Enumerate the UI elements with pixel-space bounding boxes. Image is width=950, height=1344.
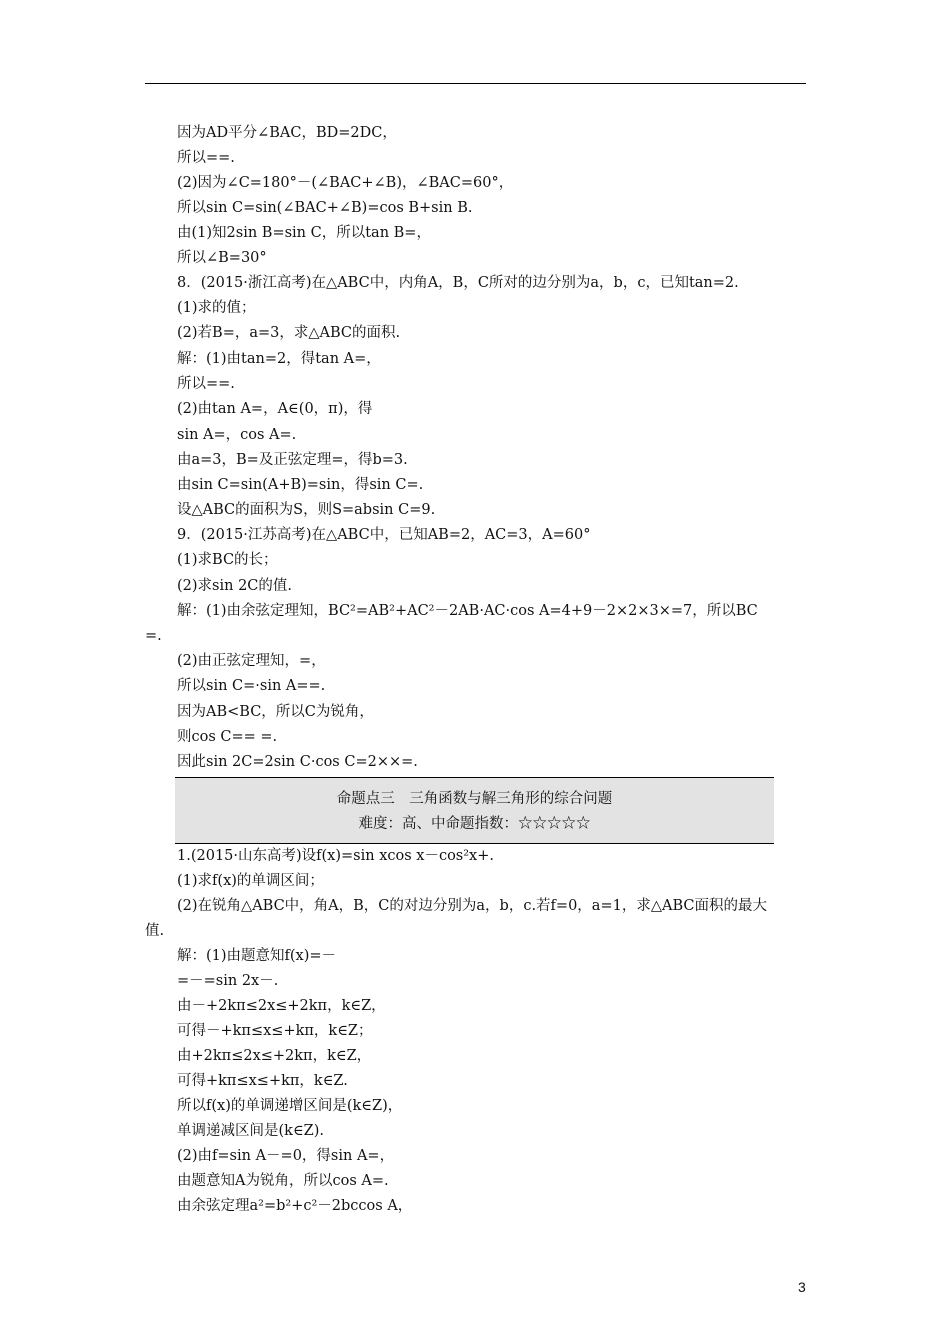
text-line: (2)因为∠C=180°－(∠BAC+∠B)，∠BAC=60°， bbox=[177, 175, 514, 191]
text-line: (2)由正弦定理知，=， bbox=[177, 653, 326, 669]
text-line: (1)求BC的长； bbox=[177, 552, 278, 568]
text-line: (2)由f=sin A－=0，得sin A=， bbox=[177, 1148, 395, 1164]
text-line: 可得+kπ≤x≤+kπ，k∈Z. bbox=[177, 1073, 348, 1089]
text-line: 可得－+kπ≤x≤+kπ，k∈Z； bbox=[177, 1023, 373, 1039]
text-line: (2)若B=，a=3，求△ABC的面积. bbox=[177, 325, 401, 341]
text-line: 所以sin C=·sin A==. bbox=[177, 678, 326, 694]
problem-8-statement: 8．(2015·浙江高考)在△ABC中，内角A，B，C所对的边分别为a，b，c，已知tan=2. bbox=[177, 275, 739, 291]
page-number: 3 bbox=[798, 1279, 806, 1295]
text-line: 设△ABC的面积为S，则S=absin C=9. bbox=[177, 502, 436, 518]
text-line: 所以sin C=sin(∠BAC+∠B)=cos B+sin B. bbox=[177, 200, 473, 216]
section-subtitle: 难度：高、中命题指数：☆☆☆☆☆ bbox=[358, 816, 591, 832]
section-title: 命题点三 三角函数与解三角形的综合问题 bbox=[336, 791, 613, 807]
text-line: 解：(1)由tan=2，得tan A=， bbox=[177, 351, 381, 367]
text-line: (1)求f(x)的单调区间； bbox=[177, 873, 324, 889]
header-rule bbox=[145, 83, 806, 84]
text-line: (2)在锐角△ABC中，角A，B，C的对边分别为a，b，c.若f=0，a=1，求△ABC面积的最大 bbox=[177, 898, 767, 914]
text-line: 由－+2kπ≤2x≤+2kπ，k∈Z， bbox=[177, 998, 386, 1014]
problem-9-statement: 9．(2015·江苏高考)在△ABC中，已知AB=2，AC=3，A=60° bbox=[177, 527, 591, 543]
text-line: 因为AB<BC，所以C为锐角， bbox=[177, 704, 374, 720]
section-banner bbox=[175, 777, 774, 844]
text-line: 所以∠B=30° bbox=[177, 250, 267, 266]
text-line: (2)求sin 2C的值. bbox=[177, 578, 292, 594]
text-line: 由sin C=sin(A+B)=sin，得sin C=. bbox=[177, 477, 424, 493]
text-line: 由+2kπ≤2x≤+2kπ，k∈Z， bbox=[177, 1048, 372, 1064]
text-line: 解：(1)由余弦定理知，BC²=AB²+AC²－2AB·AC·cos A=4+9－2×2×3×=7，所以BC bbox=[177, 603, 758, 619]
text-line: 解：(1)由题意知f(x)=－ bbox=[177, 948, 337, 964]
text-line: (2)由tan A=，A∈(0，π)，得 bbox=[177, 401, 373, 417]
text-line: 由(1)知2sin B=sin C，所以tan B=， bbox=[177, 225, 431, 241]
text-line: 单调递减区间是(k∈Z). bbox=[177, 1123, 325, 1139]
text-line: 所以==. bbox=[177, 150, 235, 166]
text-line: 所以f(x)的单调递增区间是(k∈Z)， bbox=[177, 1098, 403, 1114]
text-line: 由a=3，B=及正弦定理=，得b=3. bbox=[177, 452, 408, 468]
text-line: 因此sin 2C=2sin C·cos C=2××=. bbox=[177, 754, 418, 770]
text-line: 由题意知A为锐角，所以cos A=. bbox=[177, 1173, 389, 1189]
text-line: =. bbox=[145, 628, 162, 644]
problem-1-statement: 1.(2015·山东高考)设f(x)=sin xcos x－cos²x+. bbox=[177, 848, 494, 864]
text-line: =－=sin 2x－. bbox=[177, 973, 279, 989]
text-line: 因为AD平分∠BAC，BD=2DC， bbox=[177, 125, 397, 141]
text-line: 由余弦定理a²=b²+c²－2bccos A， bbox=[177, 1198, 413, 1214]
text-line: 值. bbox=[145, 923, 165, 939]
text-line: (1)求的值； bbox=[177, 300, 256, 316]
text-line: 则cos C== =. bbox=[177, 729, 278, 745]
text-line: sin A=，cos A=. bbox=[177, 427, 297, 443]
text-line: 所以==. bbox=[177, 376, 235, 392]
